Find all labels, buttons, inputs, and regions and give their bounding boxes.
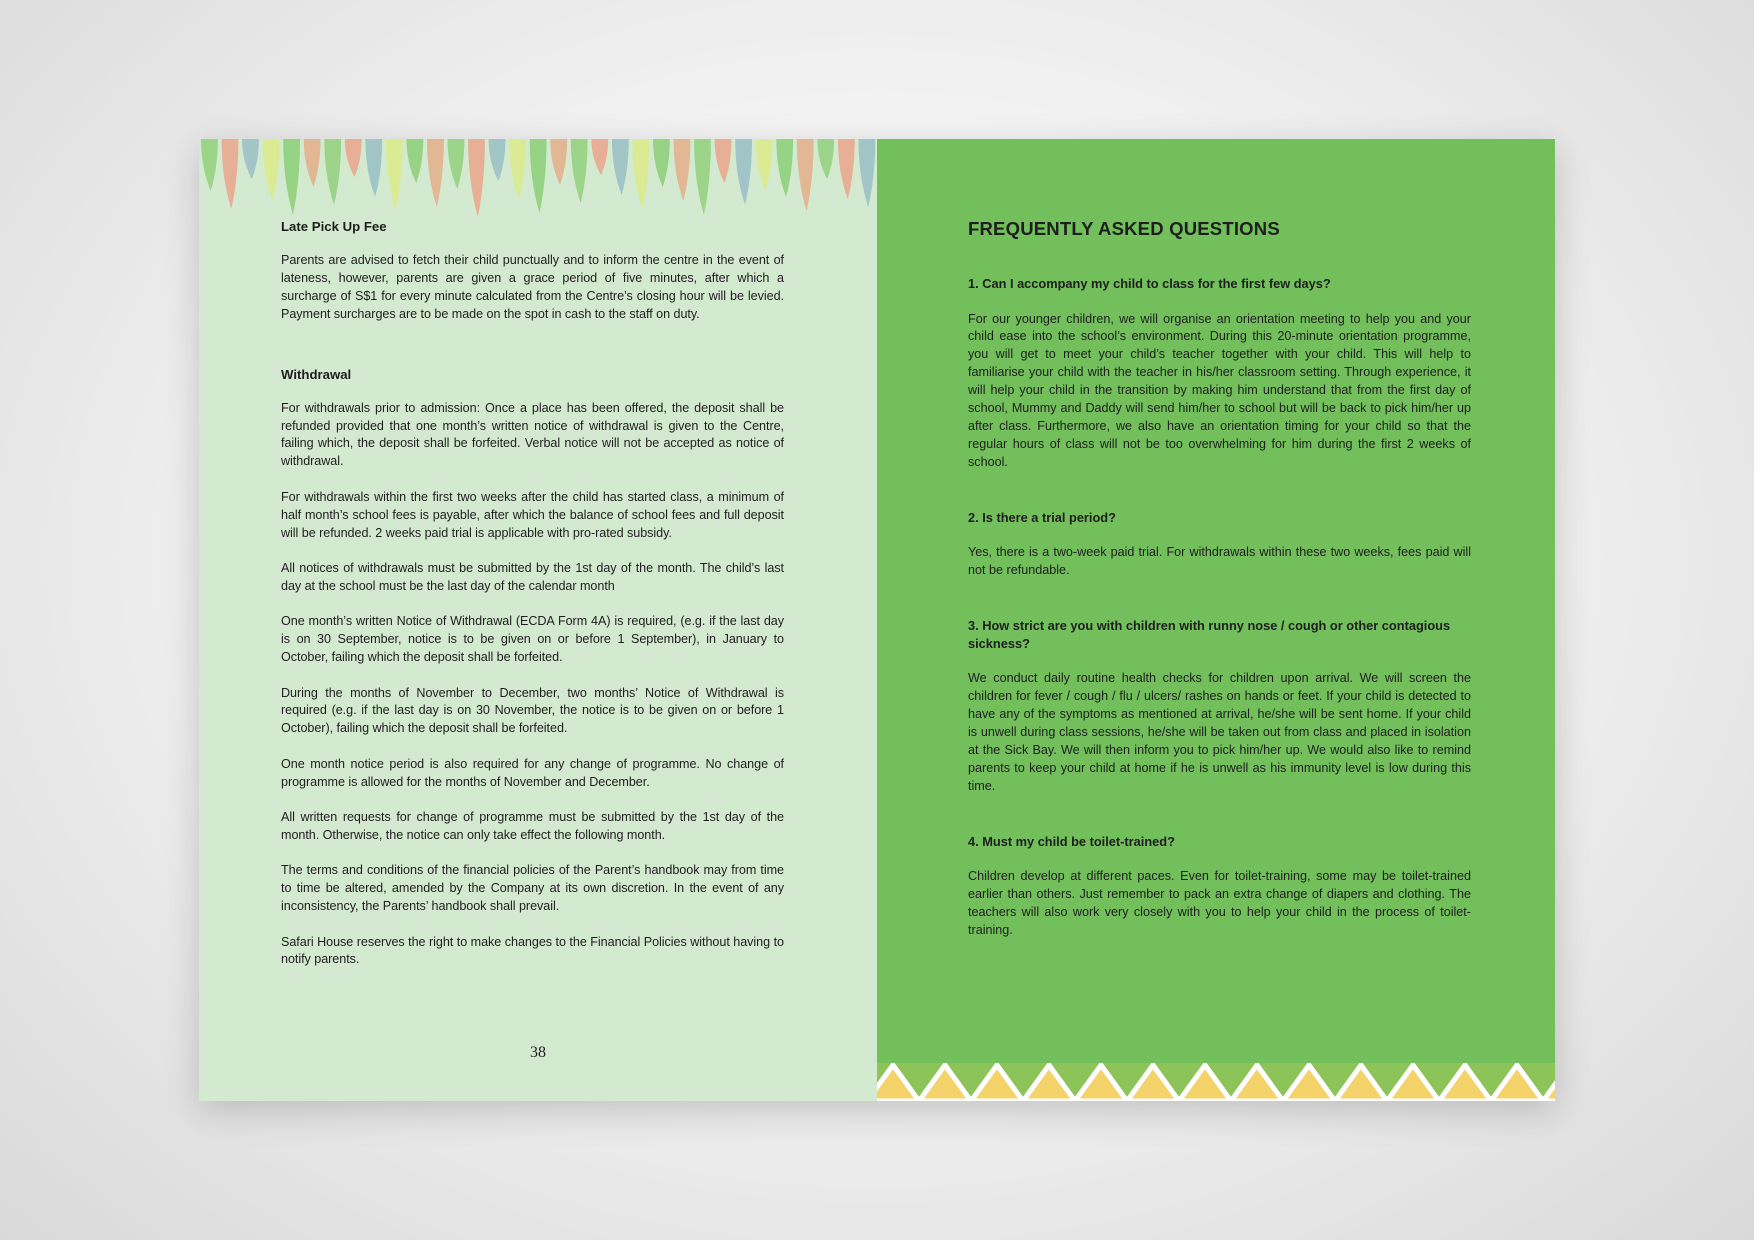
right-page	[877, 139, 1555, 1101]
fringe-pennant	[591, 139, 608, 175]
withdrawal-paragraph: One month’s written Notice of Withdrawal (ECDA Form 4A) is required, (e.g. if the last day is on 30 September, notice is to be given on or before 1 September), in January to October, failing which the deposit shall be forfeited.	[281, 614, 784, 665]
withdrawal-heading: Withdrawal	[281, 366, 352, 382]
withdrawal-paragraph: Safari House reserves the right to make changes to the Financial Policies without having to notify parents.	[281, 934, 784, 967]
withdrawal-paragraph: One month notice period is also required for any change of programme. No change of programme is allowed for the months of November and December.	[281, 756, 784, 789]
pastel-fringe-decoration	[199, 139, 877, 219]
zigzag-border-decoration	[877, 1063, 1555, 1101]
fringe-pennant	[222, 139, 239, 209]
faq-question: 4. Must my child be toilet-trained?	[968, 833, 1175, 849]
fringe-pennant	[509, 139, 526, 199]
withdrawal-paragraph: The terms and conditions of the financial policies of the Parent’s handbook may from time to time be altered, amended by the Company at its own discretion. In the event of any inconsistency, the Parents’ handbook shall prevail.	[281, 863, 784, 914]
fringe-pennant	[571, 139, 588, 203]
fringe-pennant	[201, 139, 218, 191]
fringe-pennant	[345, 139, 362, 177]
fringe-pennant	[550, 139, 567, 185]
faq-title: FREQUENTLY ASKED QUESTIONS	[968, 218, 1280, 239]
fringe-pennant	[489, 139, 506, 181]
fringe-pennant	[674, 139, 691, 201]
fringe-pennant	[735, 139, 752, 205]
fringe-pennant	[406, 139, 423, 183]
fringe-pennant	[386, 139, 403, 211]
late-pick-up-section	[281, 218, 784, 324]
faq-answer: Children develop at different paces. Even for toilet-training, some may be toilet-trained earlier than others. Just remember to pack an extra change of diapers and clothing. The teachers will also work very closely with you to help your child in the process of toilet-training.	[968, 869, 1471, 938]
faq-answer: For our younger children, we will organise an orientation meeting to help you and your child ease into the school’s environment. During this 20-minute orientation programme, you will get to meet your child’s teacher together with your child. This will help to familiarise your child with the teacher in his/her classroom setting. Through experience, it will help your child in the transition by making him understand that from the first day of school, Mummy and Daddy will send him/her to school but will be back to pick him/her up after class. Furthermore, we also have an orientation timing for your child so that the regular hours of class will not be too overwhelming for him during the first 2 weeks of school.	[968, 311, 1471, 469]
faq-item	[968, 833, 1471, 940]
late-pick-up-heading: Late Pick Up Fee	[281, 219, 387, 234]
faq-item	[968, 509, 1471, 580]
fringe-pennant	[838, 139, 855, 199]
faq-item	[968, 275, 1471, 472]
fringe-pennant	[283, 139, 300, 215]
left-page-content	[281, 218, 784, 987]
withdrawal-paragraph: For withdrawals within the first two weeks after the child has started class, a minimum of half month’s school fees is payable, after which the balance of school fees and full deposit will be refunded. 2 weeks paid trial is applicable with pro-rated subsidy.	[281, 489, 784, 540]
withdrawal-paragraph: For withdrawals prior to admission: Once a place has been offered, the deposit shall be refunded provided that one month’s written notice of withdrawal is given to the Centre, failing which, the deposit shall be forfeited. Verbal notice will not be accepted as notice of withdrawal.	[281, 400, 784, 469]
fringe-pennant	[530, 139, 547, 213]
fringe-pennant	[756, 139, 773, 191]
faq-answer: We conduct daily routine health checks for children upon arrival. We will screen the children for fever / cough / flu / ulcers/ rashes on hands or feet. If your child is detected to have any of the symptoms as mentioned at arrival, he/she will be sent home. If your child is unwell during class sessions, he/she will be taken out from class and placed in isolation at the Sick Bay. We will then inform you to pick him/her up. We would also like to remind parents to keep your child at home if he is unwell as his immunity level is low during this time.	[968, 671, 1471, 793]
fringe-pennant	[448, 139, 465, 189]
withdrawal-section	[281, 366, 784, 970]
late-pick-up-paragraph: Parents are advised to fetch their child punctually and to inform the centre in the event of lateness, however, parents are given a grace period of five minutes, after which a surcharge of S$1 for every minute calculated from the Centre’s closing hour will be levied. Payment surcharges are to be made on the spot in cash to the staff on duty.	[281, 253, 784, 321]
fringe-pennant	[858, 139, 875, 207]
fringe-pennant	[817, 139, 834, 179]
fringe-pennant	[776, 139, 793, 197]
fringe-pennant	[715, 139, 732, 183]
fringe-pennant	[427, 139, 444, 207]
page-number: 38	[530, 1044, 546, 1061]
fringe-pennant	[612, 139, 629, 195]
faq-question: 3. How strict are you with children with runny nose / cough or other contagious sickness?	[968, 617, 1451, 651]
faq-answer: Yes, there is a two-week paid trial. For withdrawals within these two weeks, fees paid will not be refundable.	[968, 545, 1471, 578]
withdrawal-paragraph: All notices of withdrawals must be submitted by the 1st day of the month. The child’s last day at the school must be the last day of the calendar month	[281, 560, 784, 593]
faq-item	[968, 617, 1471, 796]
booklet-spread	[199, 139, 1555, 1101]
fringe-pennant	[242, 139, 259, 179]
fringe-pennant	[653, 139, 670, 187]
fringe-pennant	[694, 139, 711, 215]
left-page	[199, 139, 877, 1101]
fringe-pennant	[263, 139, 280, 201]
withdrawal-paragraph: All written requests for change of programme must be submitted by the 1st day of the month. Otherwise, the notice can only take effect the following month.	[281, 810, 784, 842]
faq-question: 2. Is there a trial period?	[968, 509, 1116, 525]
fringe-pennant	[365, 139, 382, 197]
withdrawal-paragraph: During the months of November to December, two months’ Notice of Withdrawal is required (e.g. if the last day is on 30 November, the notice is to be given on or before 1 October), failing which the deposit shall be forfeited.	[281, 685, 784, 736]
fringe-pennant	[468, 139, 485, 217]
fringe-pennant	[632, 139, 649, 209]
fringe-pennant	[797, 139, 814, 211]
fringe-pennant	[304, 139, 321, 187]
fringe-pennant	[324, 139, 341, 205]
faq-question: 1. Can I accompany my child to class for the first few days?	[968, 276, 1331, 291]
faq-content	[968, 217, 1471, 977]
